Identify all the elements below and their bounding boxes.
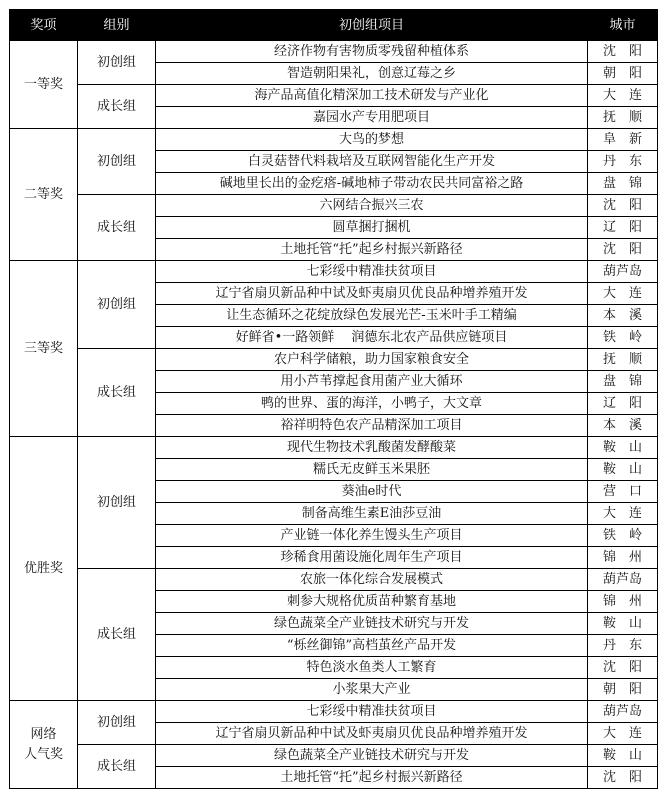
project-cell: 碱地里长出的金疙瘩-碱地柿子带动农民共同富裕之路 xyxy=(156,173,588,195)
table-row xyxy=(10,261,658,283)
table-row xyxy=(10,349,658,371)
project-cell: 海产品高值化精深加工技术研发与产业化 xyxy=(156,85,588,107)
group-cell: 初创组 xyxy=(78,41,156,85)
project-cell: 圆草捆打捆机 xyxy=(156,217,588,239)
city-cell: 铁 岭 xyxy=(588,327,658,349)
header-group: 组别 xyxy=(78,10,156,41)
project-cell: 六网结合振兴三农 xyxy=(156,195,588,217)
table-row xyxy=(10,41,658,63)
group-cell: 初创组 xyxy=(78,701,156,745)
project-cell: 制备高维生素E油莎豆油 xyxy=(156,503,588,525)
header-award: 奖项 xyxy=(10,10,78,41)
city-cell: 丹 东 xyxy=(588,635,658,657)
project-cell: 七彩绥中精准扶贫项目 xyxy=(156,701,588,723)
award-category-cell: 一等奖 xyxy=(10,41,78,129)
group-cell: 初创组 xyxy=(78,261,156,349)
group-cell: 初创组 xyxy=(78,129,156,195)
city-cell: 盘 锦 xyxy=(588,173,658,195)
city-cell: 沈 阳 xyxy=(588,767,658,789)
city-cell: 阜 新 xyxy=(588,129,658,151)
group-cell: 成长组 xyxy=(78,195,156,261)
group-cell: 成长组 xyxy=(78,85,156,129)
table-row xyxy=(10,195,658,217)
city-cell: 鞍 山 xyxy=(588,613,658,635)
table-row xyxy=(10,745,658,767)
project-cell: 七彩绥中精准扶贫项目 xyxy=(156,261,588,283)
city-cell: 大 连 xyxy=(588,85,658,107)
project-cell: 鸭的世界、蛋的海洋，小鸭子，大文章 xyxy=(156,393,588,415)
project-cell: 裕祥明特色农产品精深加工项目 xyxy=(156,415,588,437)
city-cell: 铁 岭 xyxy=(588,525,658,547)
city-cell: 营 口 xyxy=(588,481,658,503)
city-cell: 葫芦岛 xyxy=(588,261,658,283)
header-row xyxy=(10,10,658,41)
project-cell: 白灵菇替代料栽培及互联网智能化生产开发 xyxy=(156,151,588,173)
project-cell: 嘉园水产专用肥项目 xyxy=(156,107,588,129)
table-row xyxy=(10,437,658,459)
project-cell: 产业链一体化养生馒头生产项目 xyxy=(156,525,588,547)
group-cell: 成长组 xyxy=(78,349,156,437)
header-project: 初创组项目 xyxy=(156,10,588,41)
project-cell: 绿色蔬菜全产业链技术研究与开发 xyxy=(156,745,588,767)
city-cell: 沈 阳 xyxy=(588,195,658,217)
project-cell: 绿色蔬菜全产业链技术研究与开发 xyxy=(156,613,588,635)
city-cell: 鞍 山 xyxy=(588,745,658,767)
city-cell: 本 溪 xyxy=(588,415,658,437)
award-category-cell: 三等奖 xyxy=(10,261,78,437)
project-cell: 刺参大规格优质苗种繁育基地 xyxy=(156,591,588,613)
project-cell: 辽宁省扇贝新品种中试及虾夷扇贝优良品种增养殖开发 xyxy=(156,283,588,305)
city-cell: 鞍 山 xyxy=(588,437,658,459)
city-cell: 辽 阳 xyxy=(588,217,658,239)
project-cell: 用小芦苇撑起食用菌产业大循环 xyxy=(156,371,588,393)
city-cell: 大 连 xyxy=(588,503,658,525)
project-cell: 农户科学储粮，助力国家粮食安全 xyxy=(156,349,588,371)
city-cell: 朝 阳 xyxy=(588,679,658,701)
project-cell: 辽宁省扇贝新品种中试及虾夷扇贝优良品种增养殖开发 xyxy=(156,723,588,745)
project-cell: 土地托管“托”起乡村振兴新路径 xyxy=(156,767,588,789)
project-cell: 土地托管“托”起乡村振兴新路径 xyxy=(156,239,588,261)
city-cell: 丹 东 xyxy=(588,151,658,173)
project-cell: 智造朝阳果礼，创意辽莓之乡 xyxy=(156,63,588,85)
project-cell: 农旅一体化综合发展模式 xyxy=(156,569,588,591)
city-cell: 抚 顺 xyxy=(588,349,658,371)
group-cell: 成长组 xyxy=(78,569,156,701)
city-cell: 朝 阳 xyxy=(588,63,658,85)
award-category-cell: 网络 人气奖 xyxy=(10,701,78,789)
table-row xyxy=(10,569,658,591)
project-cell: 小浆果大产业 xyxy=(156,679,588,701)
city-cell: 沈 阳 xyxy=(588,239,658,261)
project-cell: 经济作物有害物质零残留种植体系 xyxy=(156,41,588,63)
project-cell: 好鲜省•一路领鲜 润德东北农产品供应链项目 xyxy=(156,327,588,349)
project-cell: 珍稀食用菌设施化周年生产项目 xyxy=(156,547,588,569)
award-category-cell: 二等奖 xyxy=(10,129,78,261)
award-category-cell: 优胜奖 xyxy=(10,437,78,701)
table-row xyxy=(10,701,658,723)
city-cell: 抚 顺 xyxy=(588,107,658,129)
city-cell: 锦 州 xyxy=(588,547,658,569)
awards-table xyxy=(9,9,658,789)
project-cell: 让生态循环之花绽放绿色发展光芒-玉米叶手工精编 xyxy=(156,305,588,327)
city-cell: 沈 阳 xyxy=(588,657,658,679)
city-cell: 盘 锦 xyxy=(588,371,658,393)
city-cell: 本 溪 xyxy=(588,305,658,327)
city-cell: 葫芦岛 xyxy=(588,701,658,723)
group-cell: 初创组 xyxy=(78,437,156,569)
project-cell: 特色淡水鱼类人工繁育 xyxy=(156,657,588,679)
city-cell: 鞍 山 xyxy=(588,459,658,481)
group-cell: 成长组 xyxy=(78,745,156,789)
project-cell: “栎丝御锦”高档茧丝产品开发 xyxy=(156,635,588,657)
city-cell: 大 连 xyxy=(588,283,658,305)
table-row xyxy=(10,85,658,107)
project-cell: 糯氏无皮鲜玉米果胚 xyxy=(156,459,588,481)
header-city: 城市 xyxy=(588,10,658,41)
city-cell: 锦 州 xyxy=(588,591,658,613)
city-cell: 大 连 xyxy=(588,723,658,745)
awards-body xyxy=(10,41,658,789)
project-cell: 现代生物技术乳酸菌发酵酸菜 xyxy=(156,437,588,459)
city-cell: 辽 阳 xyxy=(588,393,658,415)
project-cell: 大鸟的梦想 xyxy=(156,129,588,151)
table-row xyxy=(10,129,658,151)
city-cell: 沈 阳 xyxy=(588,41,658,63)
project-cell: 葵油e时代 xyxy=(156,481,588,503)
city-cell: 葫芦岛 xyxy=(588,569,658,591)
